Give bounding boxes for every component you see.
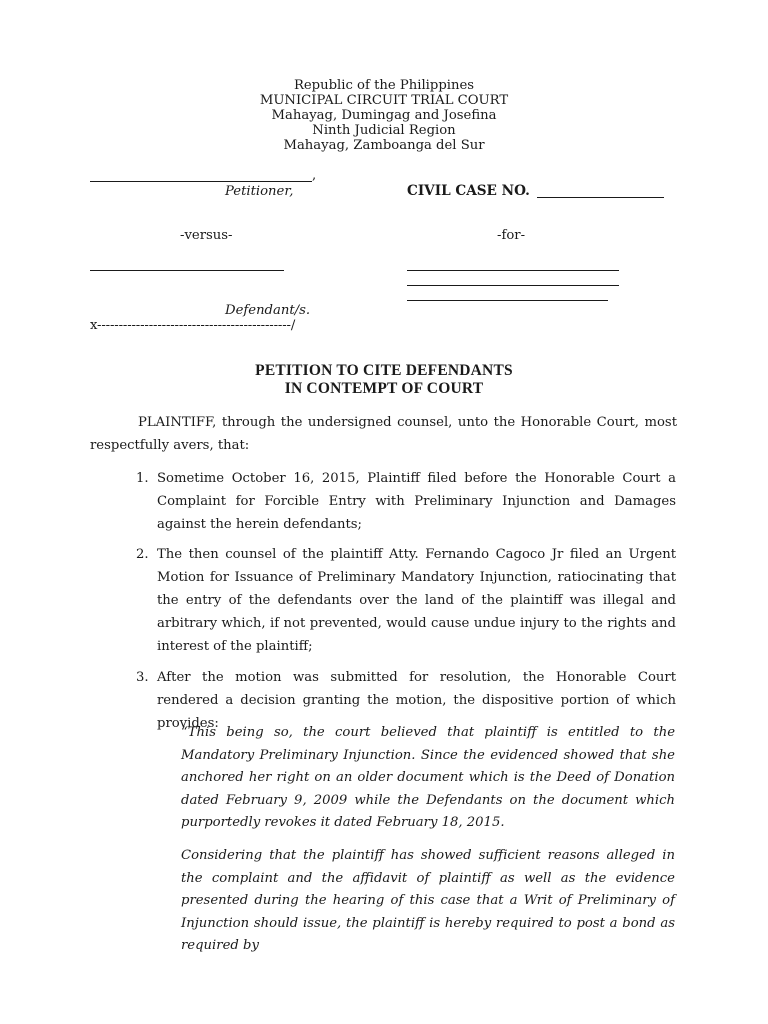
paragraph-1: Sometime October 16, 2015, Plaintiff filed before the Honorable Court a Complaint for Forcible Entry with Preliminary Injunction and Damages against the herein defendants;	[157, 471, 676, 532]
paragraph-number-1: 1.	[136, 471, 149, 486]
versus-label: -versus-	[180, 228, 233, 243]
paragraph-2: The then counsel of the plaintiff Atty. Fernando Cagoco Jr filed an Urgent Motion for Issuance of Preliminary Mandatory Injunction, ratiocinating that the entry of the defendants over the land of the plaintiff was illegal and arbitrary which, if not prevented, would cause undue injury to the rights and interest of the plaintiff;	[157, 547, 676, 654]
petitioner-comma: ,	[312, 168, 317, 183]
paragraph-number-2: 2.	[136, 547, 149, 562]
header-municipalities: Mahayag, Dumingag and Josefina	[271, 108, 497, 123]
cause-line-2	[407, 285, 619, 286]
intro-paragraph: PLAINTIFF, through the undersigned counsel, unto the Honorable Court, most respectfully avers, that:	[90, 415, 677, 453]
paragraph-number-3: 3.	[136, 670, 149, 685]
cause-line-1	[407, 270, 619, 271]
cause-line-3	[407, 300, 608, 301]
quote-paragraph-1: “This being so, the court believed that plaintiff is entitled to the Mandatory Preliminary Injunction. Since the evidenced showed that she anchored her right on an older document which is the Deed of Donation dated February 9, 2009 while the Defendants on the document which purportedly revokes it dated February 18, 2015.	[181, 725, 675, 831]
defendant-blank-line	[90, 270, 284, 271]
header-court-name: MUNICIPAL CIRCUIT TRIAL COURT	[259, 93, 509, 108]
petitioner-blank-line	[90, 181, 312, 182]
civil-case-label: CIVIL CASE NO.	[407, 183, 530, 199]
caption-separator: x---------------------------------------------/	[90, 318, 296, 333]
title-line-1: PETITION TO CITE DEFENDANTS	[255, 362, 513, 379]
for-label: -for-	[497, 228, 526, 243]
quote-paragraph-2: Considering that the plaintiff has showed sufficient reasons alleged in the complaint and the affidavit of plaintiff as well as the evidence presented during the hearing of this case that a Writ of Preliminary of Injunction should issue, the plaintiff is hereby required to post a bond as required by	[181, 848, 675, 954]
header-location: Mahayag, Zamboanga del Sur	[283, 138, 485, 153]
header-republic: Republic of the Philippines	[293, 78, 475, 93]
paragraph-3: After the motion was submitted for resolution, the Honorable Court rendered a decision granting the motion, the dispositive portion of which provides:	[157, 670, 676, 731]
petitioner-label: Petitioner,	[225, 184, 294, 199]
title-line-2: IN CONTEMPT OF COURT	[284, 380, 484, 397]
civil-case-number-line	[537, 197, 664, 198]
defendant-label: Defendant/s.	[225, 303, 311, 318]
header-region: Ninth Judicial Region	[312, 123, 456, 138]
